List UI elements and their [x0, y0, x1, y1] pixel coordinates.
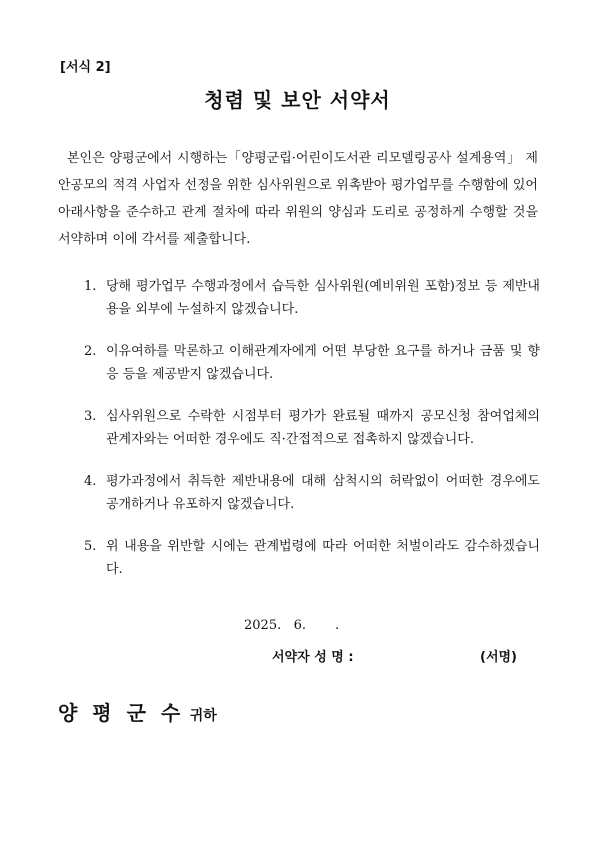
document-title: 청렴 및 보안 서약서 [204, 88, 391, 112]
signature-date: 2025. 6. . [244, 618, 340, 633]
pledge-item-5 [84, 535, 540, 581]
pledge-number: 5. [84, 539, 97, 554]
pledge-number: 3. [84, 409, 97, 424]
pledge-text: 평가과정에서 취득한 제반내용에 대해 삼척시의 허락없이 어떠한 경우에도 공개하거나 유포하지 않겠습니다. [106, 474, 540, 512]
signer-name-label: 서약자 성 명 : [272, 650, 354, 665]
addressee-suffix: 귀하 [189, 708, 217, 724]
pledge-text: 위 내용을 위반할 시에는 관계법령에 따라 어떠한 처벌이라도 감수하겠습니다. [106, 539, 540, 577]
pledge-text: 심사위원으로 수락한 시점부터 평가가 완료될 때까지 공모신청 참여업체의 관계자와는 어떠한 경우에도 직·간접적으로 접촉하지 않겠습니다. [106, 409, 540, 447]
pledge-item-3 [84, 405, 540, 451]
pledge-item-1 [84, 275, 540, 321]
pledge-text: 당해 평가업무 수행과정에서 습득한 심사위원(예비위원 포함)정보 등 제반내용을 외부에 누설하지 않겠습니다. [106, 279, 540, 317]
signature-line [272, 646, 534, 691]
pledge-item-2 [84, 340, 540, 386]
pledge-text: 이유여하를 막론하고 이해관계자에게 어떤 부당한 요구를 하거나 금품 및 향응 등을 제공받지 않겠습니다. [106, 344, 540, 382]
addressee [58, 697, 217, 726]
intro-paragraph: 본인은 양평군에서 시행하는「양평군립·어린이도서관 리모델링공사 설계용역」 제안공모의 적격 사업자 선정을 위한 심사위원으로 위촉받아 평가업무를 수행함에 있어 아래사항을 준수하고 관계 절차에 따라 위원의 양심과 도리로 공정하게 수행할 것을 서약하며 이에 각서를 제출합니다. [58, 151, 538, 247]
signature-mark: (서명) [480, 650, 517, 665]
pledge-list [84, 275, 540, 600]
pledge-number: 2. [84, 344, 97, 359]
pledge-number: 1. [84, 279, 97, 294]
pledge-item-4 [84, 470, 540, 516]
pledge-number: 4. [84, 474, 97, 489]
form-label: [서식 2] [60, 60, 111, 75]
addressee-name: 양 평 군 수 [58, 701, 185, 725]
